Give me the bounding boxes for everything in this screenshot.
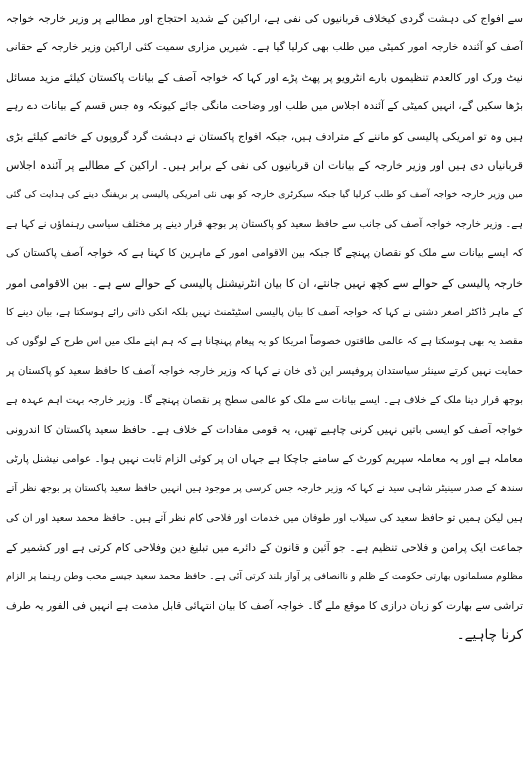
article-text-line: ہے۔ وزیر خارجہ خواجہ آصف کی جانب سے حافظ سعید کو پاکستان پر بوجھ قرار دینے پر مختلف سیاسی رہنماؤں نے کہا ہے (6, 218, 523, 230)
article-text-line: قربانیاں دی ہیں اور وزیر خارجہ کے بیانات ان قربانیوں کی نفی کے برابر ہیں۔ اراکین کے مطالبے پر آئندہ اجلاس (6, 158, 523, 172)
article-text-line: ہیں وہ تو امریکی پالیسی کو ماننے کے مترادف ہیں، جبکہ افواج پاکستان نے دہشت گرد گروپوں کے خاتمے کیلئے بڑی (6, 129, 523, 143)
article-text-line: آصف کو آئندہ خارجہ امور کمیٹی میں طلب بھی کرلیا گیا ہے۔ شیریں مزاری سمیت کئی اراکین وزیر خارجہ کے حقانی (6, 41, 523, 54)
article-text-line: حمایت نہیں کرتے سینئر سیاستدان پروفیسر این ڈی خان نے کہا کہ وزیر خارجہ خواجہ آصف کا حافظ سعید کو پاکستان پر (6, 364, 523, 377)
article-text-line: جماعت ایک پرامن و فلاحی تنظیم ہے۔ جو آئین و قانون کے دائرے میں تبلیغ دین وفلاحی کام کرتی ہے اور کشمیر کے (6, 541, 523, 555)
article-body (6, 4, 523, 651)
article-text-line: خارجہ پالیسی کے حوالے سے کچھ نہیں جانتے، ان کا بیان انٹرنیشنل پالیسی کے حوالے سے ہے۔ بین الاقوامی امور (6, 276, 523, 290)
article-text-line: بوجھ قرار دینا ملک کے خلاف ہے۔ ایسے بیانات سے ملک کو عالمی سطح پر نقصان پہنچے گا۔ وزیر خارجہ بہت اہم عہدہ ہے (6, 395, 523, 407)
article-text-line: کرنا چاہیے۔ (456, 627, 523, 644)
article-text-line: سندھ کے صدر سینیٹر شاہی سید نے کہا کہ وزیر خارجہ جس کرسی پر موجود ہیں انہیں حافظ سعید پاکستان پر بوجھ نظر آتے (6, 483, 523, 495)
article-text-line: خواجہ آصف کو ایسی باتیں نہیں کرنی چاہیے تھیں، یہ قومی مفادات کے خلاف ہے۔ حافظ سعید پاکستان کا اندرونی (6, 423, 523, 437)
article-text-line: سے افواج کی دہشت گردی کیخلاف قربانیوں کی نفی ہے، اراکین کے شدید احتجاج اور مطالبے پر وزیر خارجہ خواجہ (6, 12, 523, 25)
article-text-line: معاملہ ہے اور یہ معاملہ سپریم کورٹ کے سامنے جاچکا ہے جہاں ان پر کوئی الزام ثابت نہیں ہوا۔ عوامی نیشنل پارٹی (6, 452, 523, 465)
article-text-line: مقصد یہ بھی ہوسکتا ہے کہ عالمی طاقتوں خصوصاً امریکا کو یہ پیغام پہنچانا ہے کہ ہم اپنے ملک میں اس طرح کے لوگوں کی (6, 336, 523, 348)
article-text-line: کے ماہر ڈاکٹر اصغر دشتی نے کہا کہ خواجہ آصف کا بیان پالیسی اسٹیٹمنٹ نہیں بلکہ انکی ذاتی رائے ہوسکتا ہے، بیان دینے کا (6, 306, 523, 318)
article-text-line: نیٹ ورک اور کالعدم تنظیموں بارے انٹرویو پر پھٹ پڑے اور کہا کہ خواجہ آصف کے بیانات پاکستان کیلئے مزید مسائل (6, 70, 523, 84)
article-text-line: تراشی سے بھارت کو زبان درازی کا موقع ملے گا۔ خواجہ آصف کا بیان انتہائی قابل مذمت ہے انہیں فی الفور یہ طرف (6, 599, 523, 612)
article-text-line: بڑھا سکیں گے، انہیں کمیٹی کے آئندہ اجلاس میں طلب اور وضاحت مانگی جائے کیونکہ وہ جس قسم کے بیانات دے رہے (6, 100, 523, 113)
article-text-line: کہ ایسے بیانات سے ملک کو نقصان پہنچے گا جبکہ بین الاقوامی امور کے ماہرین کا کہنا ہے کہ خواجہ آصف پاکستان کی (6, 247, 523, 260)
article-text-line: ہیں لیکن ہمیں تو حافظ سعید کی سیلاب اور طوفان میں خدمات اور فلاحی کام نظر آتے ہیں۔ حافظ محمد سعید اور ان کی (6, 512, 523, 524)
article-text-line: میں وزیر خارجہ خواجہ آصف کو طلب کرلیا گیا جبکہ سیکرٹری خارجہ کو بھی نئی امریکی پالیسی پر بریفنگ دینے کی ہدایت کی گئی (6, 189, 523, 201)
article-text-line: مظلوم مسلمانوں بھارتی حکومت کے ظلم و ناانصافی پر آواز بلند کرتی آئی ہے۔ حافظ محمد سعید جیسے محب وطن رہنما پر الزام (6, 571, 523, 583)
